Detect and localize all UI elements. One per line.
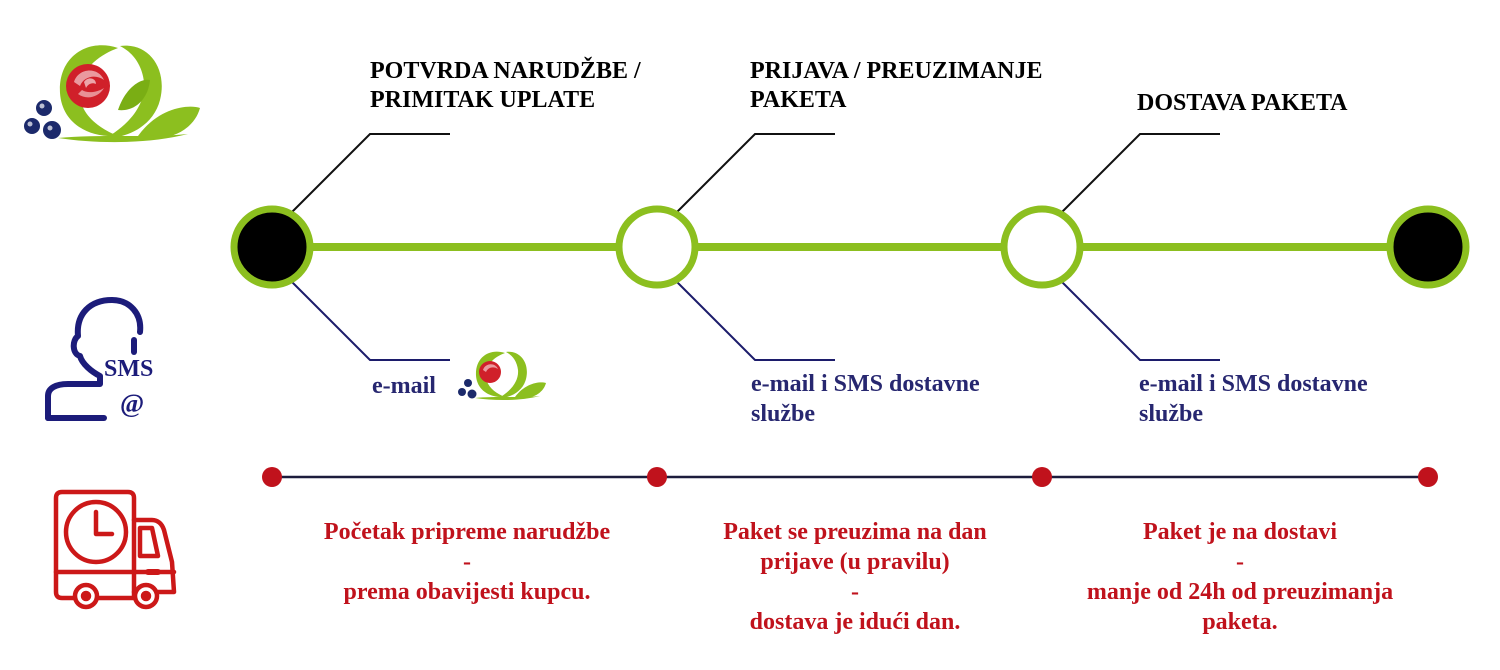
notification-1 <box>372 371 436 401</box>
timing-2 <box>670 517 1040 637</box>
notification-3 <box>1139 369 1368 429</box>
connector-top-3 <box>1062 134 1220 212</box>
notification-3-line-2: službe <box>1139 401 1204 427</box>
notification-2-line-2: službe <box>751 401 816 427</box>
timing-2-line-1: Paket se preuzima na dan <box>723 519 987 545</box>
timing-1-line-2: - <box>463 549 471 575</box>
connector-top-1 <box>292 134 450 212</box>
step-title-3-line-1: DOSTAVA PAKETA <box>1137 90 1348 116</box>
step-title-3 <box>1137 89 1348 118</box>
timeline-node-1 <box>234 209 310 285</box>
lower-dot-4 <box>1418 467 1438 487</box>
small-logo-icon <box>458 352 546 400</box>
timing-1 <box>280 517 654 607</box>
notification-1-line-1: e-mail <box>372 373 436 399</box>
lower-dot-1 <box>262 467 282 487</box>
step-title-2-line-2: PAKETA <box>750 87 847 113</box>
timing-3-line-3: manje od 24h od preuzimanja <box>1086 579 1394 605</box>
timing-3-line-2: - <box>1236 549 1244 575</box>
sms-contact-icon <box>48 300 153 418</box>
step-title-2-line-1: PRIJAVA / PREUZIMANJE <box>750 58 1043 84</box>
timeline-node-2 <box>619 209 695 285</box>
connector-bottom-3 <box>1062 282 1220 360</box>
timeline-node-4 <box>1390 209 1466 285</box>
lower-dot-2 <box>647 467 667 487</box>
step-title-1-line-1: POTVRDA NARUDŽBE / <box>370 58 641 84</box>
timing-1-line-3: prema obavijesti kupcu. <box>343 579 591 605</box>
timing-1-line-1: Početak pripreme narudžbe <box>323 519 611 545</box>
timing-3 <box>1050 517 1430 637</box>
timeline-node-3 <box>1004 209 1080 285</box>
rose-leaf-logo-icon <box>24 45 200 142</box>
connector-top-2 <box>677 134 835 212</box>
timing-2-line-3: - <box>851 579 859 605</box>
step-title-1-line-2: PRIMITAK UPLATE <box>370 87 596 113</box>
step-title-2 <box>750 57 1043 115</box>
lower-dot-3 <box>1032 467 1052 487</box>
timing-2-line-2: prijave (u pravilu) <box>760 549 950 575</box>
notification-2 <box>751 369 980 429</box>
sms-label: SMS <box>104 356 154 382</box>
timing-3-line-4: paketa. <box>1202 609 1278 635</box>
timing-2-line-4: dostava je idući dan. <box>749 609 961 635</box>
timing-3-line-1: Paket je na dostavi <box>1143 519 1337 545</box>
at-label: @ <box>120 389 145 418</box>
step-title-1 <box>370 57 641 115</box>
connector-bottom-2 <box>677 282 835 360</box>
notification-3-line-1: e-mail i SMS dostavne <box>1139 371 1368 397</box>
notification-2-line-1: e-mail i SMS dostavne <box>751 371 980 397</box>
connector-bottom-1 <box>292 282 450 360</box>
delivery-truck-clock-icon <box>56 492 174 607</box>
